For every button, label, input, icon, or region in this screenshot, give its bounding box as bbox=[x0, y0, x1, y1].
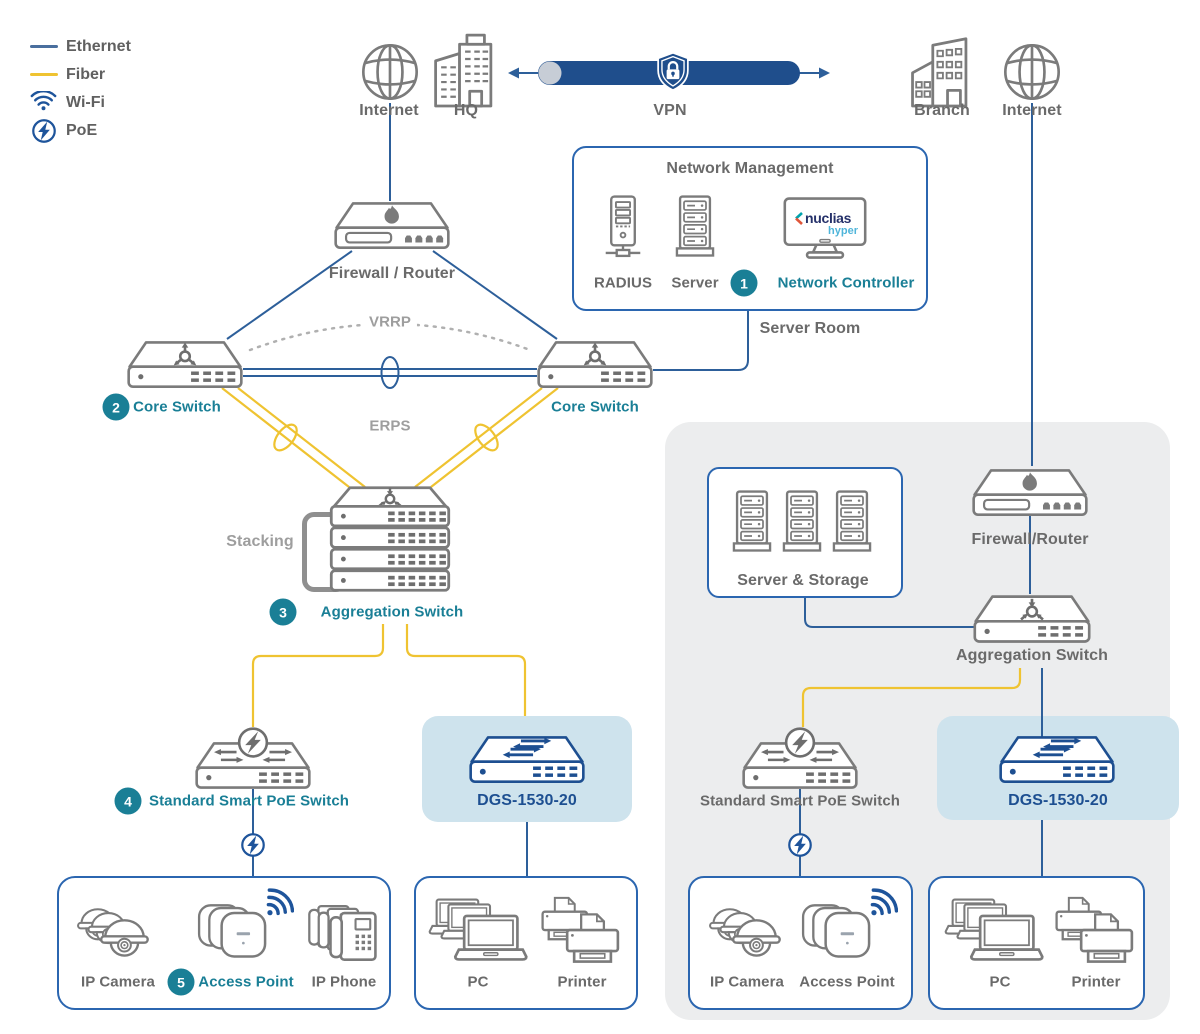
link-aggregation-ring bbox=[382, 357, 399, 388]
badge-4: 4 bbox=[115, 788, 142, 815]
ip-phone-label-hq: IP Phone bbox=[311, 973, 377, 991]
stacking-label: Stacking bbox=[226, 533, 294, 550]
firewall-router-icon-branch bbox=[965, 466, 1095, 520]
pc-icon-hq bbox=[428, 898, 532, 969]
legend-fiber-label: Fiber bbox=[66, 66, 106, 83]
poe-switch-icon-branch bbox=[735, 725, 865, 793]
core-switch-icon-right bbox=[530, 338, 660, 392]
nuclias-logo-text: nuclias bbox=[805, 210, 852, 226]
aggregation-switch-label-hq: Aggregation Switch bbox=[320, 603, 464, 621]
ethernet-line-icon bbox=[30, 45, 58, 48]
pc-label-hq: PC bbox=[467, 973, 489, 991]
internet-label-branch: Internet bbox=[1002, 102, 1062, 119]
network-controller-label: Network Controller bbox=[777, 274, 915, 292]
internet-globe-icon-branch bbox=[1000, 40, 1064, 104]
wifi-icon-hq-ap bbox=[258, 888, 294, 924]
printer-icon-hq bbox=[538, 896, 626, 971]
server-rack-icon-branch-1 bbox=[730, 489, 774, 557]
ip-camera-label-hq: IP Camera bbox=[80, 973, 156, 991]
server-storage-label: Server & Storage bbox=[737, 572, 869, 589]
core-switch-label-left: Core Switch bbox=[133, 398, 221, 416]
legend-wifi-label: Wi-Fi bbox=[66, 94, 105, 111]
internet-globe-icon-hq bbox=[358, 40, 422, 104]
access-point-label-branch: Access Point bbox=[799, 973, 895, 991]
poe-switch-label-branch: Standard Smart PoE Switch bbox=[699, 792, 901, 810]
dgs-1530-20-icon-branch bbox=[992, 733, 1122, 787]
server-room-label: Server Room bbox=[759, 320, 861, 337]
dgs-1530-20-icon-hq bbox=[462, 733, 592, 787]
badge-3: 3 bbox=[270, 599, 297, 626]
printer-icon-branch bbox=[1052, 896, 1140, 971]
wifi-icon bbox=[30, 91, 57, 112]
pc-label-branch: PC bbox=[989, 973, 1011, 991]
nuclias-hyper-text: hyper bbox=[828, 225, 858, 237]
server-rack-icon-branch-3 bbox=[830, 489, 874, 557]
ip-camera-label-branch: IP Camera bbox=[709, 973, 785, 991]
core-switch-icon-left bbox=[120, 338, 250, 392]
vpn-shield-lock-icon bbox=[656, 51, 690, 92]
pc-icon-branch bbox=[944, 898, 1048, 969]
poe-icon bbox=[31, 118, 57, 144]
legend-ethernet-label: Ethernet bbox=[66, 38, 131, 55]
nuclias-chevron-icon bbox=[794, 212, 804, 225]
fiber-line-icon bbox=[30, 73, 58, 76]
radius-label: RADIUS bbox=[593, 274, 653, 292]
access-point-label-hq: Access Point bbox=[198, 973, 294, 991]
internet-label-hq: Internet bbox=[359, 102, 419, 119]
badge-5: 5 bbox=[168, 969, 195, 996]
ip-camera-icon-branch bbox=[708, 903, 784, 964]
firewall-router-icon-hq bbox=[327, 199, 457, 253]
poe-injection-icon-hq bbox=[240, 832, 266, 858]
printer-label-branch: Printer bbox=[1071, 973, 1121, 991]
aggregation-switch-stack-icon bbox=[320, 484, 460, 594]
firewall-router-label-hq: Firewall / Router bbox=[328, 265, 456, 282]
core-switch-label-right: Core Switch bbox=[551, 398, 639, 416]
server-rack-icon bbox=[673, 194, 717, 262]
poe-switch-icon-hq bbox=[188, 725, 318, 793]
badge-1: 1 bbox=[731, 270, 758, 297]
dgs-label-hq: DGS-1530-20 bbox=[477, 792, 577, 809]
printer-label-hq: Printer bbox=[557, 973, 607, 991]
wifi-icon-branch-ap bbox=[862, 888, 898, 924]
dgs-label-branch: DGS-1530-20 bbox=[1008, 792, 1108, 809]
ip-camera-icon-hq bbox=[76, 903, 152, 964]
badge-2: 2 bbox=[103, 394, 130, 421]
vpn-endpoint-dot bbox=[539, 62, 562, 85]
vpn-label: VPN bbox=[653, 102, 687, 119]
hq-label: HQ bbox=[453, 102, 479, 119]
firewall-router-label-branch: Firewall/Router bbox=[971, 531, 1089, 548]
server-label: Server bbox=[671, 274, 719, 292]
network-management-title: Network Management bbox=[666, 160, 834, 177]
legend-poe-label: PoE bbox=[66, 122, 98, 139]
ip-phone-icon-hq bbox=[306, 901, 382, 967]
vrrp-label: VRRP bbox=[363, 313, 417, 332]
poe-switch-label-hq: Standard Smart PoE Switch bbox=[148, 792, 350, 810]
branch-label: Branch bbox=[914, 102, 970, 119]
hq-building-icon bbox=[431, 32, 501, 110]
branch-building-icon bbox=[907, 32, 977, 110]
aggregation-switch-label-branch: Aggregation Switch bbox=[955, 647, 1109, 664]
poe-injection-icon-branch bbox=[787, 832, 813, 858]
server-rack-icon-branch-2 bbox=[780, 489, 824, 557]
nuclias-hyper-logo bbox=[794, 211, 860, 237]
erps-label: ERPS bbox=[369, 417, 411, 435]
radius-server-icon bbox=[601, 194, 645, 262]
aggregation-switch-icon-branch bbox=[966, 592, 1098, 647]
